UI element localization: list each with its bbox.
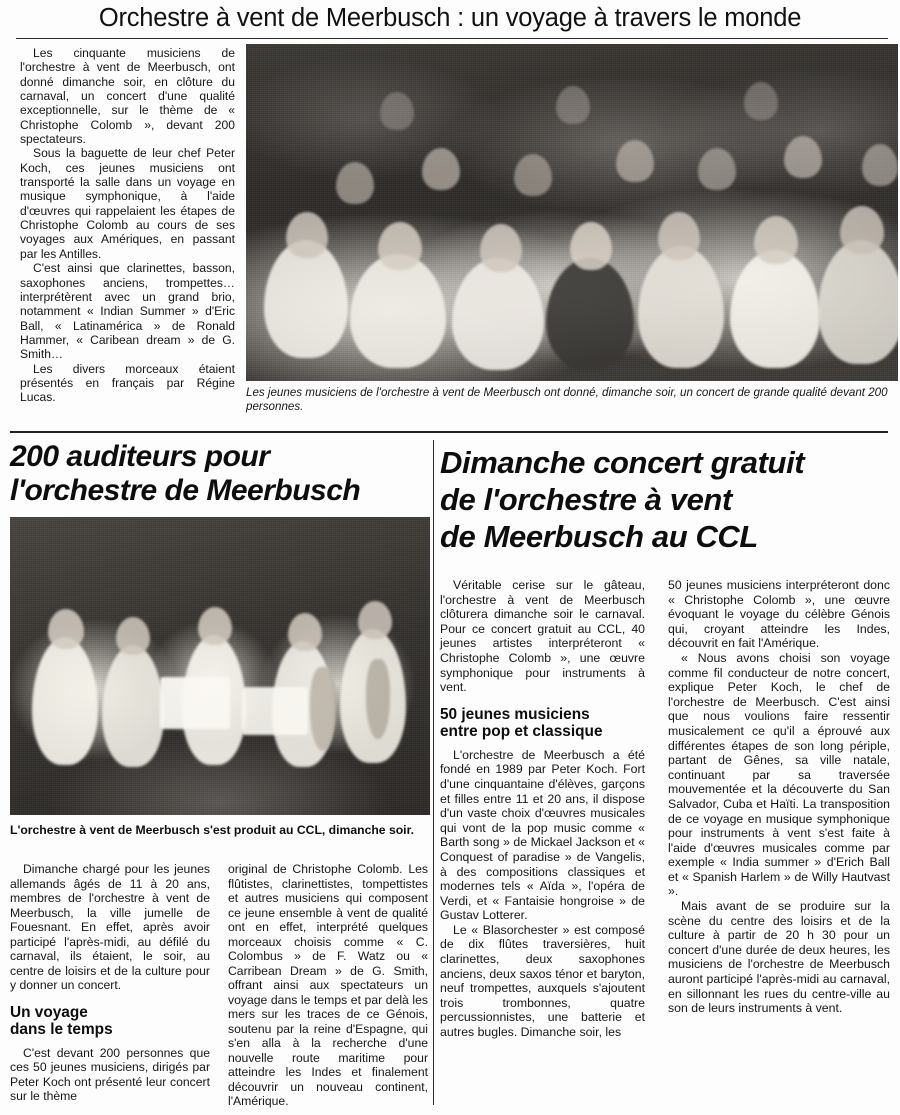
headline-line: 200 auditeurs pour [10, 440, 270, 473]
paragraph: Le « Blasorchester » est composé de dix flûtes traversières, huit clarinettes, deux saxophones anciens, deux saxos ténor et baryton, neuf trompettes, auxquels s'ajoutent trois trombonnes, quatre percussionnistes, une batterie et autres bugles. Dimanche soir, les [440, 922, 645, 1040]
headline-line: de l'orchestre à vent [440, 482, 732, 517]
subhead-line: entre pop et classique [440, 723, 603, 741]
paragraph: « Nous avons choisi son voyage comme fil conducteur de notre concert, explique Peter Koch, le chef de l'orchestre de Meerbusch. C'est ainsi que nous voulions faire ressentir musicalement ce qu'il a éprouvé aux différentes étapes de son long périple, partant de Gênes, sa ville natale, continuant par sa traversée mouvementée et la découverte du San Salvador, Cuba et Haïti. La transposition de ce voyage en musique symphonique pour instruments à vent s'est faite à l'aide d'œuvres musicales comme par exemple « India summer » d'Erich Ball et « Spanish Harlem » de Willy Hautvast ». [668, 650, 890, 899]
paragraph: 50 jeunes musiciens interpréteront donc « Christophe Colomb », une œuvre évoquant le voyage du célèbre Génois qui, croyant atteindre les Indes, découvrit en fait l'Amérique. [668, 578, 890, 651]
audience-figure [378, 222, 422, 270]
left-subhead [10, 1004, 210, 1039]
audience-figure [698, 148, 736, 190]
left-photo-caption: L'orchestre à vent de Meerbusch s'est produit au CCL, dimanche soir. [10, 823, 415, 837]
audience-figure [744, 82, 778, 120]
audience-figure [616, 140, 654, 182]
musician-figure [358, 601, 392, 639]
paragraph: Véritable cerise sur le gâteau, l'orchestre à vent de Meerbusch clôturera dimanche soir le carnaval. Pour ce concert gratuit au CCL, 40 jeunes artistes interpréteront « Christophe Colomb », une œuvre symphonique pour instruments à vent. [440, 578, 645, 695]
paragraph: L'orchestre de Meerbusch a été fondé en 1989 par Peter Koch. Fort d'une cinquantaine d'élèves, garçons et filles entre 11 et 20 ans, il dispose d'un vaste choix d'œuvres musicales qui vont de la pop music comme « Barth song » de Mickael Jackson et « Conquest of paradise » de Vangelis, à des compositions classiques et modernes tels « Aïda », l'opéra de Verdi, et « Fantaisie hongroise » de Gustav Lotterer. [440, 747, 645, 923]
top-photo-caption: Les jeunes musiciens de l'orchestre à vent de Meerbusch ont donné, dimanche soir, un concert de grande qualité devant 200 personnes. [246, 386, 888, 413]
musician-figure [288, 613, 322, 651]
paragraph: C'est devant 200 personnes que ces 50 jeunes musiciens, dirigés par Peter Koch ont présenté leur concert sur le thème [10, 1045, 210, 1103]
column-divider-rule [433, 440, 434, 1100]
audience-figure [556, 86, 590, 124]
audience-figure [840, 206, 884, 254]
orchestra-performance-photo [10, 517, 430, 815]
paragraph: original de Christophe Colomb. Les flûtistes, clarinettistes, tompettistes et autres musiciens qui composent ce jeune ensemble à vent de qualité ont en effet, interprété quelques morceaux choisis comme « C. Colombus » de F. Watz ou « Carribean Dream » de G. Smith, offrant ainsi aux spectateurs un voyage dans le temps et par delà les mers sur les traces de ce Génois, soutenu par la reine d'Espagne, qui s'en alla à la recherche d'une nouvelle route maritime pour atteindre les Indes et finalement découvrir un nouveau continent, l'Amérique. [228, 862, 428, 1108]
audience-figure [862, 144, 898, 186]
music-stand [242, 687, 308, 735]
audience-figure [336, 162, 374, 204]
audience-figure [380, 92, 414, 130]
subhead-line: 50 jeunes musiciens [440, 705, 590, 723]
music-stand [160, 677, 230, 729]
right-article-headline [440, 444, 890, 555]
musician-figure [116, 617, 150, 655]
right-article-column-1 [440, 578, 645, 1040]
audience-figure [422, 148, 460, 190]
audience-figure [514, 154, 552, 196]
audience-figure [784, 136, 822, 178]
column-divider-rule-bottom [433, 1055, 434, 1105]
audience-figure [286, 212, 328, 258]
audience-figure [754, 216, 798, 264]
musician-figure [198, 607, 232, 645]
section-divider-rule [10, 431, 888, 433]
paragraph: Dimanche chargé pour les jeunes allemands âgés de 11 à 20 ans, membres de l'orchestre à vent de Meerbusch, la ville jumelle de Fouesnant. En effet, après avoir participé l'après-midi, au défilé du carnaval, ils étaient, le soir, au centre de loisirs et de la culture pour y donner un concert. [10, 862, 210, 992]
audience-figure [480, 224, 522, 272]
right-article-column-2 [668, 578, 890, 1016]
left-article-headline [10, 440, 425, 508]
paragraph: Sous la baguette de leur chef Peter Koch, ces jeunes musiciens ont transporté la salle dans un voyage en musique symphonique, à l'aide d'œuvres qui rappelaient les étapes de Christophe Colomb au cours de ses voyages aux Amériques, en passant par les Antilles. [20, 146, 235, 261]
paragraph: C'est ainsi que clarinettes, basson, saxophones anciens, trompettes… interprétèrent avec un grand brio, notamment « Indian Summer » d'Eric Ball, « Latinamérica » de Ronald Hammer, « Caribean dream » de G. Smith… [20, 261, 235, 362]
main-headline: Orchestre à vent de Meerbusch : un voyage à travers le monde [98, 4, 802, 32]
left-article-column-1 [10, 862, 210, 1104]
musician-figure [48, 609, 84, 649]
headline-line: Dimanche concert gratuit [440, 445, 805, 480]
audience-figure [658, 212, 700, 260]
saxophone [310, 667, 336, 751]
top-article-column [20, 46, 235, 405]
paragraph: Les divers morceaux étaient présentés en français par Régine Lucas. [20, 361, 235, 405]
subhead-line: Un voyage [10, 1003, 88, 1021]
headline-line: de Meerbusch au CCL [440, 519, 758, 554]
left-article-column-2 [228, 862, 428, 1109]
concert-audience-photo [246, 44, 898, 381]
headline-rule [16, 38, 888, 39]
headline-line: l'orchestre de Meerbusch [10, 474, 361, 507]
paragraph: Mais avant de se produire sur la scène du centre des loisirs et de la culture à partir de 20 h 30 pour un concert d'une durée de deux heures, les musiciens de l'orchestre de Meerbusch auront participé l'après-midi au carnaval, en sillonnant les rues du centre-ville au son de leurs instruments à vent. [668, 899, 890, 1016]
subhead-line: dans le temps [10, 1021, 113, 1038]
audience-figure [570, 222, 612, 270]
saxophone [366, 659, 390, 739]
paragraph: Les cinquante musiciens de l'orchestre à vent de Meerbusch, ont donné dimanche soir, en clôture du carnaval, un concert d'une qualité exceptionnelle, sur le thème de « Christophe Colomb », devant 200 spectateurs. [20, 46, 235, 147]
right-subhead [440, 706, 645, 741]
